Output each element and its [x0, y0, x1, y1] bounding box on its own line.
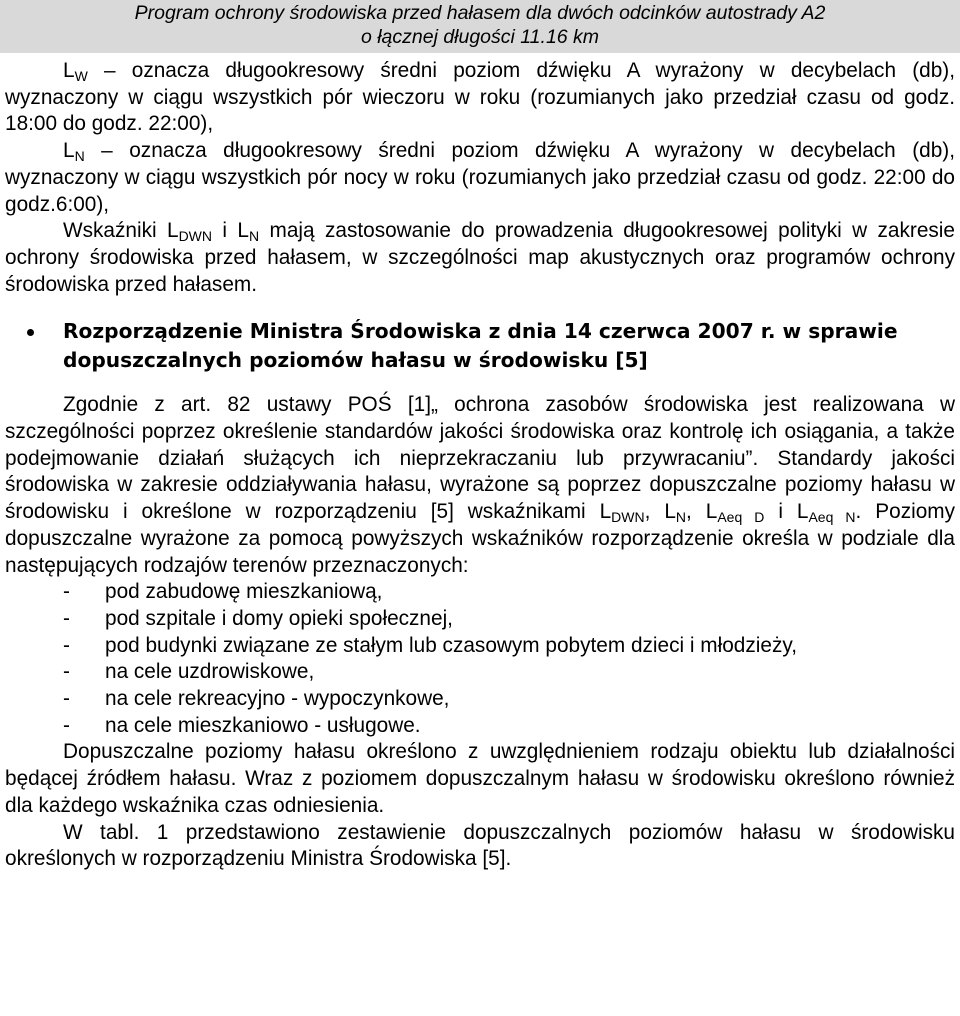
list-item [5, 713, 955, 740]
standards-sub-n: N [675, 509, 687, 526]
indicators-rest: mają zastosowanie do prowadzenia długookresowej polityki w zakresie ochrony środowiska przed hałasem, w szczególności map akustycznych oraz programów ochrony środowiska przed hałasem. [5, 219, 955, 296]
list-dash: - [63, 633, 70, 657]
indicators-prefix: Wskaźniki L [63, 219, 179, 243]
list-item [5, 606, 955, 633]
list-item-text: pod zabudowę mieszkaniową, [105, 580, 383, 604]
terrain-type-list [5, 579, 955, 739]
bullet-icon [27, 329, 34, 336]
list-dash: - [63, 687, 70, 711]
indicators-sub-n: N [248, 228, 260, 245]
header-title-line2: o łącznej długości 11.16 km [360, 26, 600, 48]
list-item-text: na cele uzdrowiskowe, [105, 660, 315, 684]
list-item [5, 659, 955, 686]
standards-sub-aeqn: Aeq N [808, 509, 856, 526]
list-dash: - [63, 660, 70, 684]
list-item-text: na cele rekreacyjno - wypoczynkowe, [105, 687, 450, 711]
list-item-text: pod szpitale i domy opieki społecznej, [105, 606, 453, 630]
header-title-line1: Program ochrony środowiska przed hałasem dla dwóch odcinków autostrady A2 [134, 2, 826, 24]
list-dash: - [63, 580, 70, 604]
indicators-sub-dwn: DWN [178, 228, 212, 245]
standards-text-5: . Poziomy dopuszczalne wyrażone za pomocą powyższych wskaźników rozporządzenie określa w podziale dla następujących rodzajów terenów przeznaczonych: [5, 500, 956, 577]
list-item-text: na cele mieszkaniowo - usługowe. [105, 713, 421, 737]
regulation-bullet [5, 317, 955, 374]
document-body [5, 58, 955, 873]
standards-sub-aeqd: Aeq D [717, 509, 765, 526]
permissible-levels-paragraph: Dopuszczalne poziomy hałasu określono z uwzględnieniem rodzaju obiektu lub działalności będącej źródłem hałasu. Wraz z poziomem dopuszczalnym hałasu w środowisku określono również dla każdego wskaźnika czas odniesienia. [5, 740, 955, 817]
indicators-mid: i L [212, 219, 249, 243]
list-item-text: pod budynki związane ze stałym lub czasowym pobytem dzieci i młodzieży, [105, 633, 797, 657]
standards-text-2: , L [644, 500, 676, 524]
definition-lw: $L_W$ – oznacza długookresowy średni poziom dźwięku A wyrażony w decybelach (db), wyznaczony w ciągu wszystkich pór wieczoru w roku (rozumianych jako przedział czasu od godz. 18:00 do godz. 22:00), [5, 59, 955, 136]
list-item [5, 579, 955, 606]
table-reference-paragraph: W tabl. 1 przedstawiono zestawienie dopuszczalnych poziomów hałasu w środowisku określonych w rozporządzeniu Ministra Środowiska [5]. [5, 820, 955, 871]
list-dash: - [63, 713, 70, 737]
standards-text-1: Zgodnie z art. 82 ustawy POŚ [1]„ ochrona zasobów środowiska jest realizowana w szczególności poprzez określenie standardów jakości środowiska oraz kontrolę ich osiągania, a także podejmowanie działań służących ich nieprzekraczaniu lub przywracaniu”. Standardy jakości środowiska w zakresie oddziaływania hałasu, wyrażone są poprzez dopuszczalne poziomy hałasu w środowisku i określone w rozporządzeniu [5] wskaźnikami L [5, 393, 955, 524]
list-item [5, 633, 955, 660]
lw-definition-text: – oznacza długookresowy średni poziom dźwięku A wyrażony w decybelach (db), wyznaczony w ciągu wszystkich pór wieczoru w roku (rozumianych jako przedział czasu od godz. 18:00 do godz. 22:00), [5, 59, 955, 136]
page-header [0, 0, 960, 53]
list-item [5, 686, 955, 713]
lw-subscript: W [74, 68, 88, 84]
standards-text-4: i L [764, 500, 809, 524]
standards-paragraph [5, 392, 955, 579]
standards-sub-dwn: DWN [611, 509, 645, 526]
standards-text-3: , L [686, 500, 718, 524]
ln-subscript: N [74, 148, 85, 165]
list-dash: - [63, 606, 70, 630]
regulation-heading: Rozporządzenie Ministra Środowiska z dnia 14 czerwca 2007 r. w sprawie dopuszczalnych poziomów hałasu w środowisku [5] [63, 319, 898, 372]
indicators-paragraph [5, 218, 955, 298]
ln-definition-text: – oznacza długookresowy średni poziom dźwięku A wyrażony w decybelach (db), wyznaczony w ciągu wszystkich pór nocy w roku (rozumianych jako przedział czasu od godz. 22:00 do godz.6:00), [5, 139, 955, 216]
definition-ln: $L_N$ – oznacza długookresowy średni poziom dźwięku A wyrażony w decybelach (db), wyznaczony w ciągu wszystkich pór nocy w roku (rozumianych jako przedział czasu od godz. 22:00 do godz.6:00), [5, 139, 955, 216]
